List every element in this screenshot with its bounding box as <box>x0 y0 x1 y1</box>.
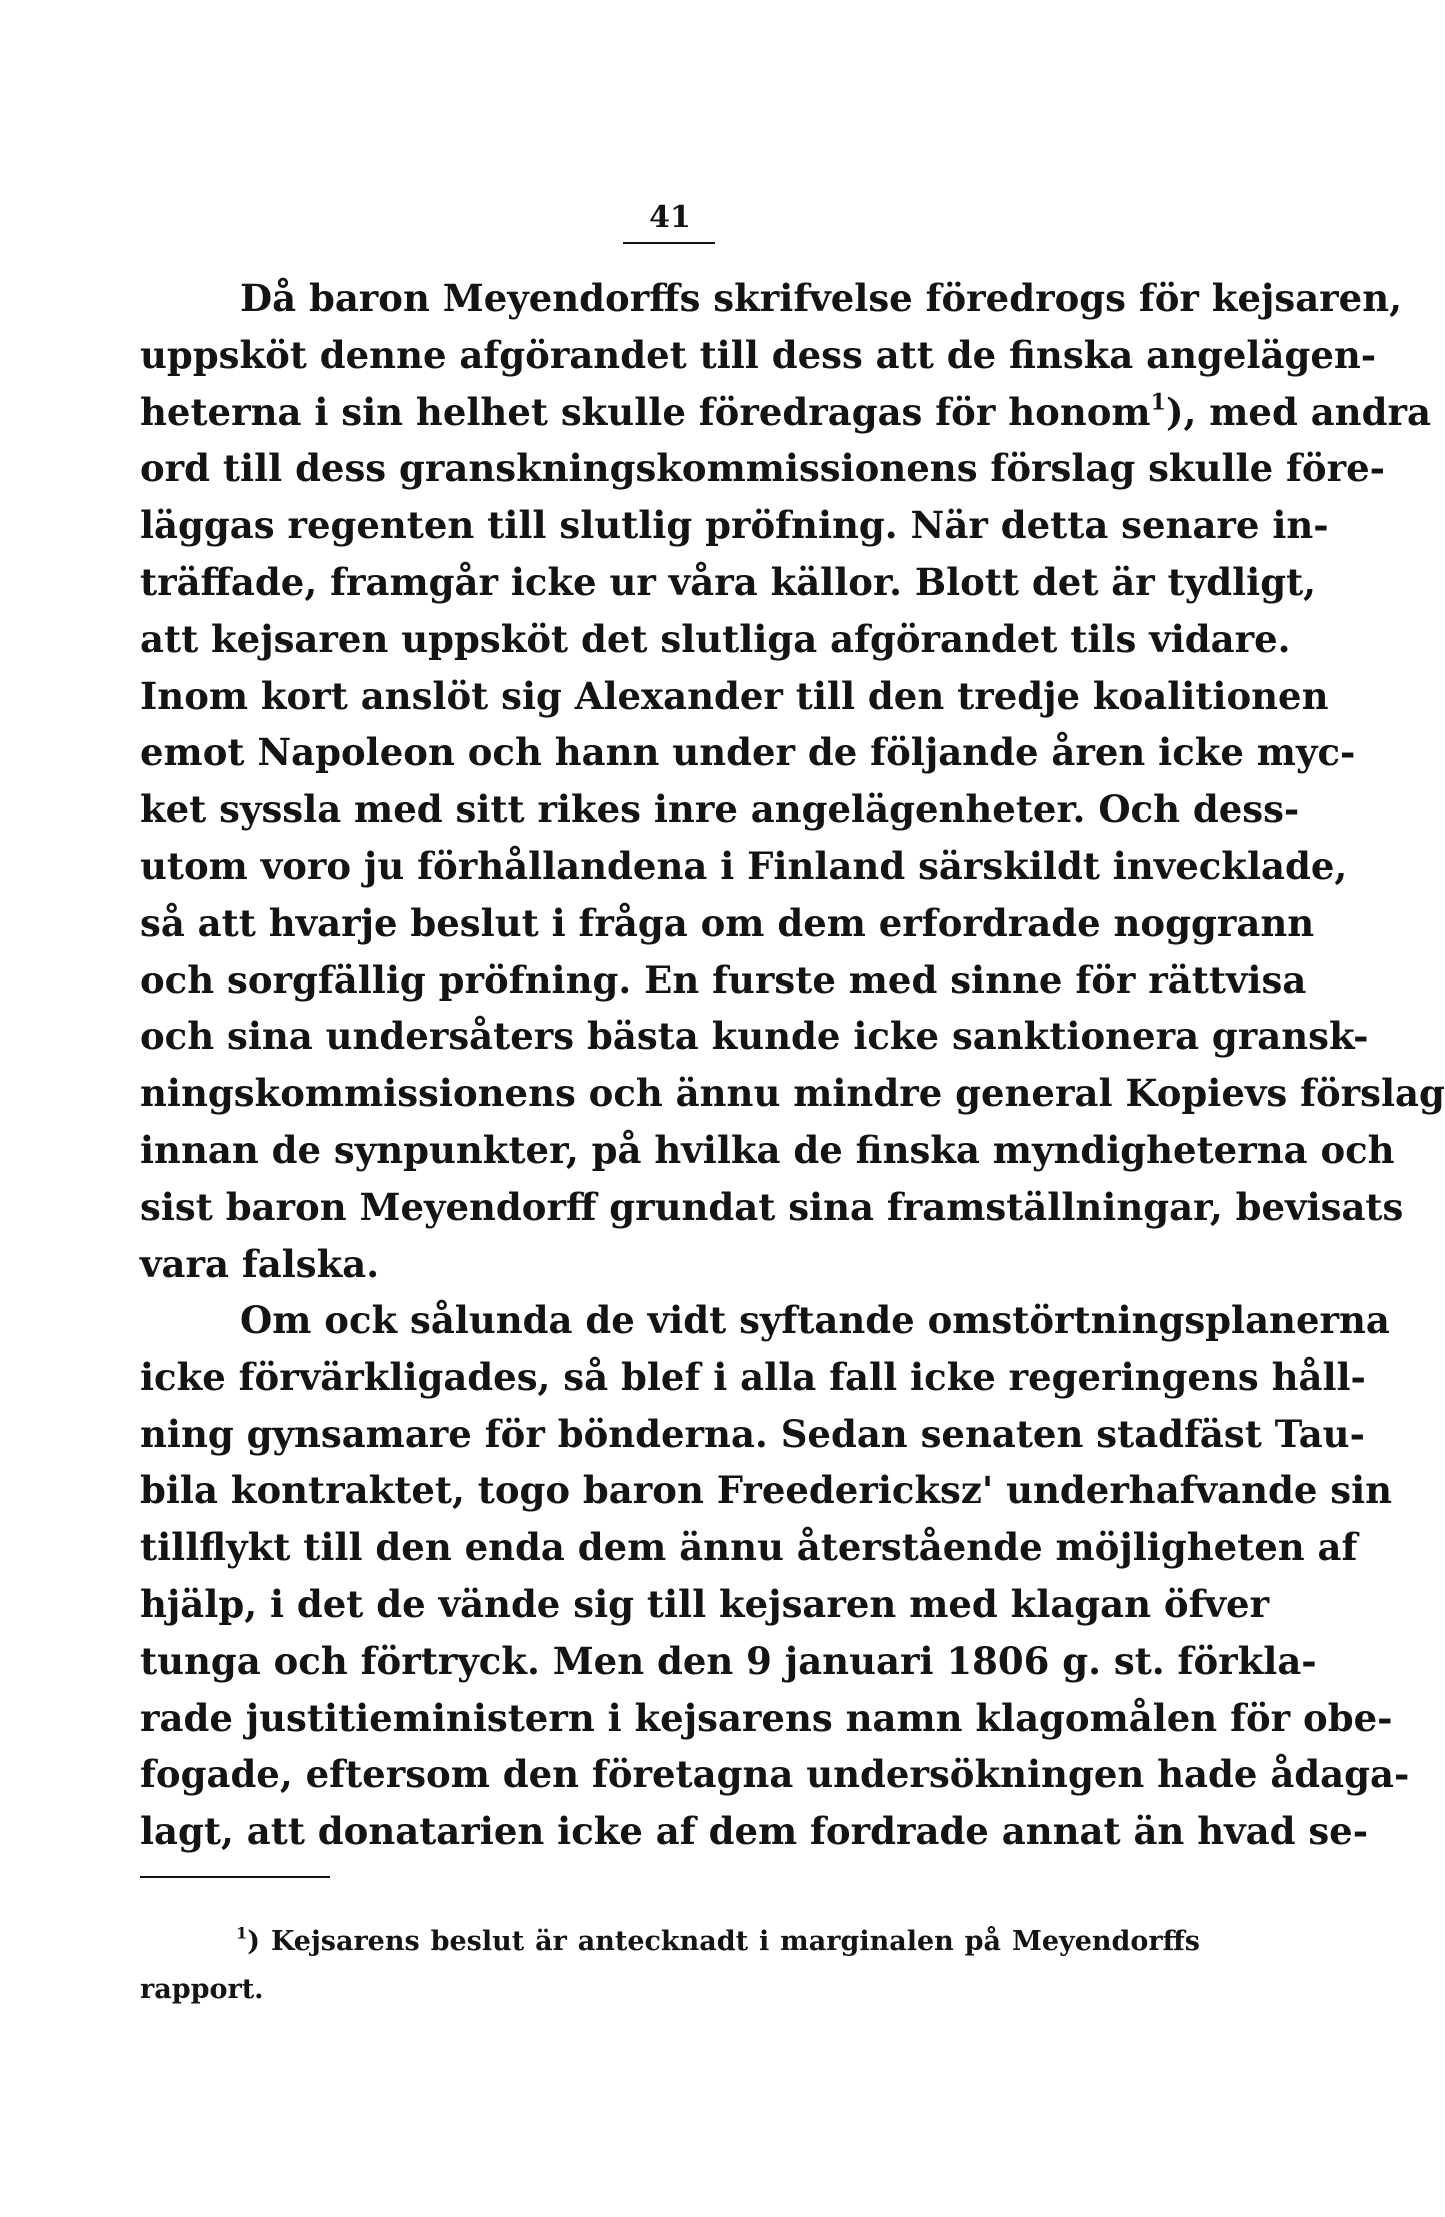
footnote-reference: 1 <box>1150 389 1166 416</box>
page-number-rule <box>623 242 715 244</box>
text-line: utom voro ju förhållandena i Finland särskildt invecklade, <box>140 843 1348 888</box>
text-line: fogade, eftersom den företagna undersökningen hade ådaga- <box>140 1752 1410 1797</box>
footnote-marker: 1 <box>236 1923 248 1943</box>
text-line: att kejsaren uppsköt det slutliga afgörandet tils vidare. <box>140 616 1291 661</box>
text-line: emot Napoleon och hann under de följande åren icke myc- <box>140 730 1356 775</box>
page-number: 41 <box>649 200 691 235</box>
text-line: Då baron Meyendorffs skrifvelse föredrogs för kejsaren, <box>240 276 1402 320</box>
text-line: uppsköt denne afgörandet till dess att de finska angelägen- <box>140 332 1377 377</box>
footnote-text: ) Kejsarens beslut är antecknadt i marginalen på Meyendorffs <box>247 1926 1200 1957</box>
text-line: tillflykt till den enda dem ännu återstående möjligheten af <box>140 1525 1358 1570</box>
text-line: Om ock sålunda de vidt syftande omstörtningsplanerna <box>240 1298 1390 1342</box>
text-line-part: heterna i sin helhet skulle föredragas för honom <box>140 389 1151 434</box>
text-line: vara falska. <box>140 1241 380 1286</box>
text-line: läggas regenten till slutlig pröfning. När detta senare in- <box>140 503 1329 548</box>
text-line: tunga och förtryck. Men den 9 januari 1806 g. st. förkla- <box>140 1638 1317 1683</box>
text-line: så att hvarje beslut i fråga om dem erfordrade noggrann <box>140 900 1315 945</box>
text-line: och sina undersåters bästa kunde icke sanktionera gransk- <box>140 1014 1369 1059</box>
text-line: ningskommissionens och ännu mindre general Kopievs förslag <box>140 1071 1445 1116</box>
text-line: lagt, att donatarien icke af dem fordrade annat än hvad se- <box>140 1809 1369 1854</box>
text-line: rade justitieministern i kejsarens namn klagomålen för obe- <box>140 1695 1393 1740</box>
text-line: Inom kort anslöt sig Alexander till den tredje koalitionen <box>140 673 1329 718</box>
footnote <box>140 1918 1200 2014</box>
footnote-line <box>140 1918 1200 1966</box>
text-line: innan de synpunkter, på hvilka de finska myndigheterna och <box>140 1127 1395 1172</box>
text-line: icke förvärkligades, så blef i alla fall icke regeringens håll- <box>140 1354 1366 1399</box>
text-line-part: ), med andra <box>1166 389 1431 434</box>
footnote-separator <box>140 1876 330 1878</box>
paragraph-1 <box>140 270 1445 1292</box>
text-line: sist baron Meyendorff grundat sina framställningar, bevisats <box>140 1184 1404 1229</box>
text-line: bila kontraktet, togo baron Freedericksz' underhafvande sin <box>140 1468 1393 1513</box>
paragraph-2 <box>140 1292 1410 1860</box>
text-line: ord till dess granskningskommissionens förslag skulle före- <box>140 446 1385 491</box>
text-line: hjälp, i det de vände sig till kejsaren med klagan öfver <box>140 1581 1270 1626</box>
text-line: ning gynsamare för bönderna. Sedan senaten stadfäst Tau- <box>140 1411 1365 1456</box>
footnote-line: rapport. <box>140 1974 264 2005</box>
text-line: och sorgfällig pröfning. En furste med sinne för rättvisa <box>140 957 1307 1002</box>
text-line-with-footnote <box>140 384 1431 441</box>
text-line: träffade, framgår icke ur våra källor. Blott det är tydligt, <box>140 559 1317 604</box>
text-line: ket syssla med sitt rikes inre angelägenheter. Och dess- <box>140 787 1300 832</box>
